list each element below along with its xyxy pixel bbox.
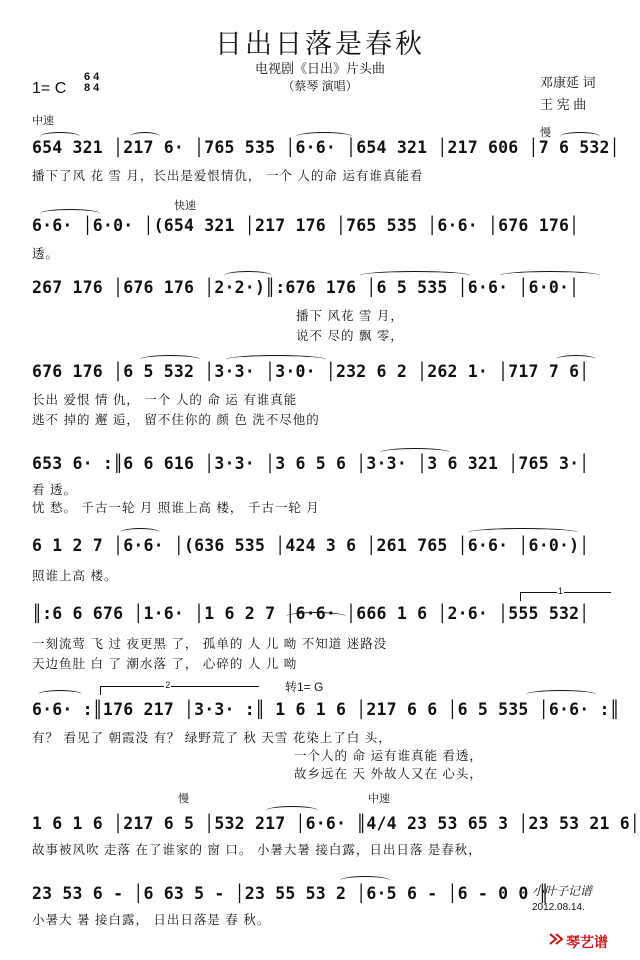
music-line-6: 6 1 2 7 │6·6· │(636 535 │424 3 6 │261 765 │6·6· │6·0·)│ [32, 536, 590, 555]
tempo-marking: 中速 [368, 793, 390, 805]
music-line-9: 1 6 1 6 │217 6 5 │532 217 │6·6· ║4/4 23 53 65 3 │23 53 21 6│ [32, 814, 640, 833]
music-line-2: 6·6· │6·0· │(654 321 │217 176 │765 535 │6·6· │676 176│ [32, 216, 580, 235]
modulation-marking: 转1= G [285, 680, 324, 694]
singer-credit: （蔡琴 演唱） [282, 79, 358, 93]
lyric-line: 播下了风 花 雪 月，长出是爱恨情仇， 一个 人的命 运有谁真能看 [32, 169, 424, 183]
tempo-marking: 慢 [178, 793, 189, 805]
lyric-line: 照谁上高 楼。 [32, 569, 118, 583]
lyric-line: 有？ 看见了 朝霞没 有？ 绿野荒了 秋 天雪 花染上了白 头， [32, 731, 392, 745]
lyric-line: 看 透。 [32, 483, 77, 497]
transcriber-signature: 小叶子记谱 [532, 884, 593, 898]
first-ending-number: 1 [558, 586, 564, 596]
time-signature-top: 6 4 [84, 71, 100, 83]
tie [38, 690, 82, 699]
song-subtitle: 电视剧《日出》片头曲 [254, 61, 385, 76]
second-ending-number: 2 [165, 680, 171, 690]
tie [526, 690, 596, 699]
key-signature: 1= C [32, 80, 67, 97]
first-ending-bracket [520, 586, 611, 601]
lyric-line: 透。 [32, 247, 60, 261]
music-line-3: 267 176 │676 176 │2·2·)║:676 176 │6 5 535 │6·6· │6·0·│ [32, 278, 580, 297]
tempo-marking: 中速 [32, 115, 54, 127]
transcription-date: 2012.08.14. [532, 902, 585, 913]
site-logo: 琴艺谱 [566, 934, 608, 950]
second-ending-bracket [100, 680, 259, 695]
music-line-5: 653 6· :║6 6 616 │3·3· │3 6 5 6 │3·3· │3 6 321 │765 3·│ [32, 454, 590, 473]
lyric-line: 一刻流莺 飞 过 夜更黑 了， 孤单的 人 儿 呦 不知道 迷路没 [32, 637, 388, 651]
lyric-line: 长出 爱恨 情 仇， 一个 人的 命 运 有谁真能 [32, 393, 298, 407]
music-line-8: 6·6· :║176 217 │3·3· :║ 1 6 1 6 │217 6 6 │6 5 535 │6·6· :║ [32, 700, 620, 719]
lyric-line: 逃不 掉的 邂 逅， 留不住你的 颜 色 洗不尽他的 [32, 413, 320, 427]
lyric-line: 播下 风花 雪 月， [296, 309, 404, 323]
time-signature [84, 72, 99, 94]
song-title: 日出日落是春秋 [215, 29, 425, 60]
music-line-4: 676 176 │6 5 532 │3·3· │3·0· │232 6 2 │262 1· │717 7 6│ [32, 362, 590, 381]
lyric-line: 忧 愁。 千古一轮 月 照谁上高 楼， 千古一轮 月 [32, 501, 320, 515]
music-line-1: 654 321 │217 6· │765 535 │6·6· │654 321 │217 606 │7 6 532│ [32, 138, 620, 157]
lyric-line: 小暑大 暑 接白露， 日出日落是 春 秋。 [32, 913, 271, 927]
lyric-line: 说不 尽的 飘 零， [296, 329, 404, 343]
lyric-line: 故事被风吹 走落 在了谁家的 窗 口。 小暑大暑 接白露，日出日落 是春秋， [32, 843, 482, 857]
music-line-10: 23 53 6 - │6 63 5 - │23 55 53 2 │6·5 6 - │6 - 0 0 ║ [32, 884, 549, 903]
lyric-line: 一个人的 命 运有谁真能 看透， [294, 749, 483, 763]
lyricist-credit: 邓康延 词 [540, 75, 596, 90]
tempo-marking: 快速 [174, 200, 196, 212]
tempo-marking: 慢 [540, 127, 551, 139]
time-signature-bottom: 8 4 [84, 82, 100, 94]
music-line-7: ║:6 6 676 │1·6· │1 6 2 7 │6·6· │666 1 6 │2·6· │555 532│ [32, 604, 590, 623]
lyric-line: 天边鱼肚 白 了 潮水落 了， 心碎的 人 儿 呦 [32, 657, 298, 671]
lyric-line: 故乡远在 天 外故人又在 心头， [294, 767, 483, 781]
logo-icon [548, 931, 564, 947]
composer-credit: 王 宪 曲 [540, 97, 587, 112]
